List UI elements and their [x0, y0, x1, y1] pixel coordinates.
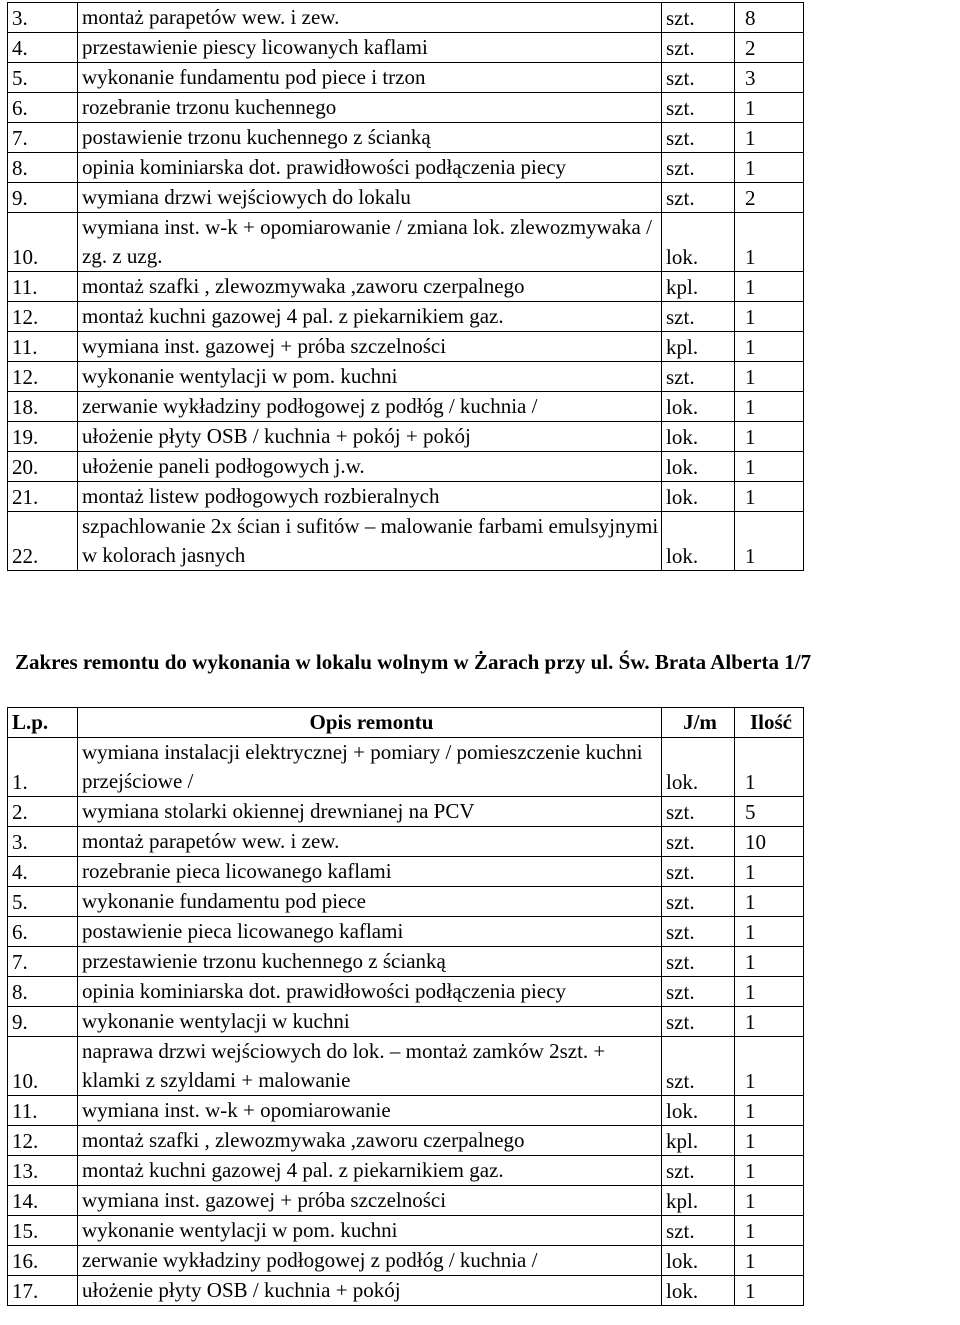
row-unit: lok.	[662, 482, 735, 512]
row-number: 10.	[8, 1037, 78, 1096]
row-number: 11.	[8, 332, 78, 362]
row-number: 21.	[8, 482, 78, 512]
table-row	[8, 3, 804, 33]
row-description: rozebranie pieca licowanego kaflami	[78, 857, 662, 887]
row-description: ułożenie płyty OSB / kuchnia + pokój	[78, 1276, 662, 1306]
table-row	[8, 1276, 804, 1306]
table-row	[8, 1156, 804, 1186]
works-table-continued-body	[8, 3, 804, 571]
row-unit: szt.	[662, 1156, 735, 1186]
row-description: wymiana inst. w-k + opomiarowanie	[78, 1096, 662, 1126]
row-quantity: 1	[735, 917, 804, 947]
row-quantity: 1	[735, 1037, 804, 1096]
row-quantity: 1	[735, 153, 804, 183]
row-unit: szt.	[662, 123, 735, 153]
row-description: montaż parapetów wew. i zew.	[78, 3, 662, 33]
table-row	[8, 332, 804, 362]
row-description: wykonanie wentylacji w pom. kuchni	[78, 1216, 662, 1246]
row-quantity: 8	[735, 3, 804, 33]
row-number: 8.	[8, 977, 78, 1007]
table-row	[8, 738, 804, 797]
row-quantity: 1	[735, 1007, 804, 1037]
row-quantity: 1	[735, 512, 804, 571]
row-number: 10.	[8, 213, 78, 272]
row-quantity: 1	[735, 302, 804, 332]
row-unit: szt.	[662, 827, 735, 857]
row-unit: lok.	[662, 452, 735, 482]
row-description: montaż kuchni gazowej 4 pal. z piekarnikiem gaz.	[78, 302, 662, 332]
table-row	[8, 392, 804, 422]
table-row	[8, 1007, 804, 1037]
row-description: szpachlowanie 2x ścian i sufitów – malowanie farbami emulsyjnymi w kolorach jasnych	[78, 512, 662, 571]
row-description: przestawienie trzonu kuchennego z ścianką	[78, 947, 662, 977]
table-row	[8, 362, 804, 392]
row-quantity: 2	[735, 33, 804, 63]
row-number: 8.	[8, 153, 78, 183]
row-number: 7.	[8, 123, 78, 153]
row-number: 9.	[8, 183, 78, 213]
row-unit: lok.	[662, 392, 735, 422]
table-row	[8, 422, 804, 452]
row-description: przestawienie piescy licowanych kaflami	[78, 33, 662, 63]
row-quantity: 1	[735, 1156, 804, 1186]
row-description: wymiana drzwi wejściowych do lokalu	[78, 183, 662, 213]
row-description: montaż listew podłogowych rozbieralnych	[78, 482, 662, 512]
row-unit: kpl.	[662, 1126, 735, 1156]
row-number: 4.	[8, 857, 78, 887]
row-quantity: 1	[735, 272, 804, 302]
row-number: 18.	[8, 392, 78, 422]
table-row	[8, 482, 804, 512]
row-number: 2.	[8, 797, 78, 827]
row-number: 4.	[8, 33, 78, 63]
header-description: Opis remontu	[78, 708, 662, 738]
row-quantity: 1	[735, 1186, 804, 1216]
table-row	[8, 1037, 804, 1096]
table-row	[8, 302, 804, 332]
table-row	[8, 977, 804, 1007]
row-number: 17.	[8, 1276, 78, 1306]
row-number: 20.	[8, 452, 78, 482]
row-number: 12.	[8, 1126, 78, 1156]
row-number: 7.	[8, 947, 78, 977]
row-number: 1.	[8, 738, 78, 797]
table-header-row	[8, 708, 804, 738]
table-row	[8, 857, 804, 887]
row-unit: szt.	[662, 857, 735, 887]
row-unit: szt.	[662, 887, 735, 917]
row-quantity: 1	[735, 482, 804, 512]
row-unit: szt.	[662, 947, 735, 977]
row-quantity: 2	[735, 183, 804, 213]
row-description: montaż parapetów wew. i zew.	[78, 827, 662, 857]
row-quantity: 1	[735, 1246, 804, 1276]
table-row	[8, 947, 804, 977]
table-row	[8, 33, 804, 63]
row-quantity: 1	[735, 1216, 804, 1246]
row-number: 5.	[8, 887, 78, 917]
row-unit: szt.	[662, 183, 735, 213]
table-row	[8, 1096, 804, 1126]
section-heading: Zakres remontu do wykonania w lokalu wolnym w Żarach przy ul. Św. Brata Alberta 1/7	[15, 650, 812, 674]
table-row	[8, 452, 804, 482]
row-description: wymiana inst. gazowej + próba szczelności	[78, 332, 662, 362]
table-row	[8, 272, 804, 302]
row-unit: szt.	[662, 302, 735, 332]
row-number: 3.	[8, 3, 78, 33]
row-description: ułożenie płyty OSB / kuchnia + pokój + pokój	[78, 422, 662, 452]
table-row	[8, 797, 804, 827]
table-row	[8, 1186, 804, 1216]
row-quantity: 1	[735, 887, 804, 917]
table-row	[8, 887, 804, 917]
row-description: zerwanie wykładziny podłogowej z podłóg / kuchnia /	[78, 1246, 662, 1276]
table-row	[8, 93, 804, 123]
row-description: montaż szafki , zlewozmywaka ,zaworu czerpalnego	[78, 272, 662, 302]
row-number: 15.	[8, 1216, 78, 1246]
row-description: ułożenie paneli podłogowych j.w.	[78, 452, 662, 482]
row-quantity: 1	[735, 738, 804, 797]
works-table-continued	[7, 2, 804, 571]
row-description: wykonanie fundamentu pod piece	[78, 887, 662, 917]
row-unit: lok.	[662, 213, 735, 272]
row-unit: lok.	[662, 422, 735, 452]
header-unit: J/m	[662, 708, 735, 738]
row-quantity: 1	[735, 93, 804, 123]
row-quantity: 1	[735, 1276, 804, 1306]
row-quantity: 1	[735, 123, 804, 153]
row-number: 5.	[8, 63, 78, 93]
row-unit: lok.	[662, 512, 735, 571]
row-description: rozebranie trzonu kuchennego	[78, 93, 662, 123]
row-number: 11.	[8, 1096, 78, 1126]
row-number: 14.	[8, 1186, 78, 1216]
table-row	[8, 213, 804, 272]
works-table-alberta-body	[8, 738, 804, 1306]
row-unit: lok.	[662, 738, 735, 797]
row-description: postawienie trzonu kuchennego z ścianką	[78, 123, 662, 153]
works-table-alberta	[7, 707, 804, 1306]
row-quantity: 1	[735, 947, 804, 977]
row-unit: szt.	[662, 1216, 735, 1246]
row-number: 9.	[8, 1007, 78, 1037]
table-row	[8, 1246, 804, 1276]
row-unit: lok.	[662, 1096, 735, 1126]
row-unit: szt.	[662, 362, 735, 392]
row-description: wymiana stolarki okiennej drewnianej na PCV	[78, 797, 662, 827]
row-unit: szt.	[662, 1007, 735, 1037]
row-description: wymiana inst. gazowej + próba szczelności	[78, 1186, 662, 1216]
table-row	[8, 512, 804, 571]
row-unit: kpl.	[662, 272, 735, 302]
row-description: wymiana instalacji elektrycznej + pomiary / pomieszczenie kuchni przejściowe /	[78, 738, 662, 797]
row-number: 16.	[8, 1246, 78, 1276]
table-row	[8, 827, 804, 857]
table-row	[8, 183, 804, 213]
row-number: 12.	[8, 362, 78, 392]
row-description: opinia kominiarska dot. prawidłowości podłączenia piecy	[78, 977, 662, 1007]
row-unit: szt.	[662, 3, 735, 33]
row-quantity: 1	[735, 213, 804, 272]
row-unit: szt.	[662, 33, 735, 63]
header-lp: L.p.	[8, 708, 78, 738]
row-number: 3.	[8, 827, 78, 857]
row-number: 11.	[8, 272, 78, 302]
row-description: wykonanie wentylacji w pom. kuchni	[78, 362, 662, 392]
table-row	[8, 917, 804, 947]
row-description: wykonanie wentylacji w kuchni	[78, 1007, 662, 1037]
row-unit: lok.	[662, 1276, 735, 1306]
row-description: naprawa drzwi wejściowych do lok. – montaż zamków 2szt. + klamki z szyldami + malowanie	[78, 1037, 662, 1096]
row-number: 19.	[8, 422, 78, 452]
row-unit: szt.	[662, 63, 735, 93]
row-number: 22.	[8, 512, 78, 571]
row-quantity: 1	[735, 1126, 804, 1156]
row-unit: szt.	[662, 153, 735, 183]
row-unit: szt.	[662, 93, 735, 123]
row-number: 13.	[8, 1156, 78, 1186]
table-row	[8, 153, 804, 183]
table-row	[8, 1216, 804, 1246]
row-quantity: 1	[735, 452, 804, 482]
row-quantity: 1	[735, 977, 804, 1007]
row-description: zerwanie wykładziny podłogowej z podłóg / kuchnia /	[78, 392, 662, 422]
row-unit: lok.	[662, 1246, 735, 1276]
row-unit: szt.	[662, 797, 735, 827]
row-quantity: 1	[735, 857, 804, 887]
row-unit: szt.	[662, 1037, 735, 1096]
row-number: 6.	[8, 93, 78, 123]
row-description: wykonanie fundamentu pod piece i trzon	[78, 63, 662, 93]
table-row	[8, 123, 804, 153]
row-number: 12.	[8, 302, 78, 332]
row-quantity: 1	[735, 392, 804, 422]
row-quantity: 1	[735, 362, 804, 392]
row-quantity: 1	[735, 1096, 804, 1126]
row-unit: szt.	[662, 977, 735, 1007]
row-number: 6.	[8, 917, 78, 947]
row-description: montaż kuchni gazowej 4 pal. z piekarnikiem gaz.	[78, 1156, 662, 1186]
row-unit: kpl.	[662, 332, 735, 362]
row-description: montaż szafki , zlewozmywaka ,zaworu czerpalnego	[78, 1126, 662, 1156]
row-unit: kpl.	[662, 1186, 735, 1216]
row-description: postawienie pieca licowanego kaflami	[78, 917, 662, 947]
row-quantity: 10	[735, 827, 804, 857]
row-description: opinia kominiarska dot. prawidłowości podłączenia piecy	[78, 153, 662, 183]
table-row	[8, 63, 804, 93]
row-quantity: 3	[735, 63, 804, 93]
row-description: wymiana inst. w-k + opomiarowanie / zmiana lok. zlewozmywaka / zg. z uzg.	[78, 213, 662, 272]
table-row	[8, 1126, 804, 1156]
row-quantity: 1	[735, 422, 804, 452]
row-unit: szt.	[662, 917, 735, 947]
row-quantity: 5	[735, 797, 804, 827]
row-quantity: 1	[735, 332, 804, 362]
header-quantity: Ilość	[735, 708, 804, 738]
